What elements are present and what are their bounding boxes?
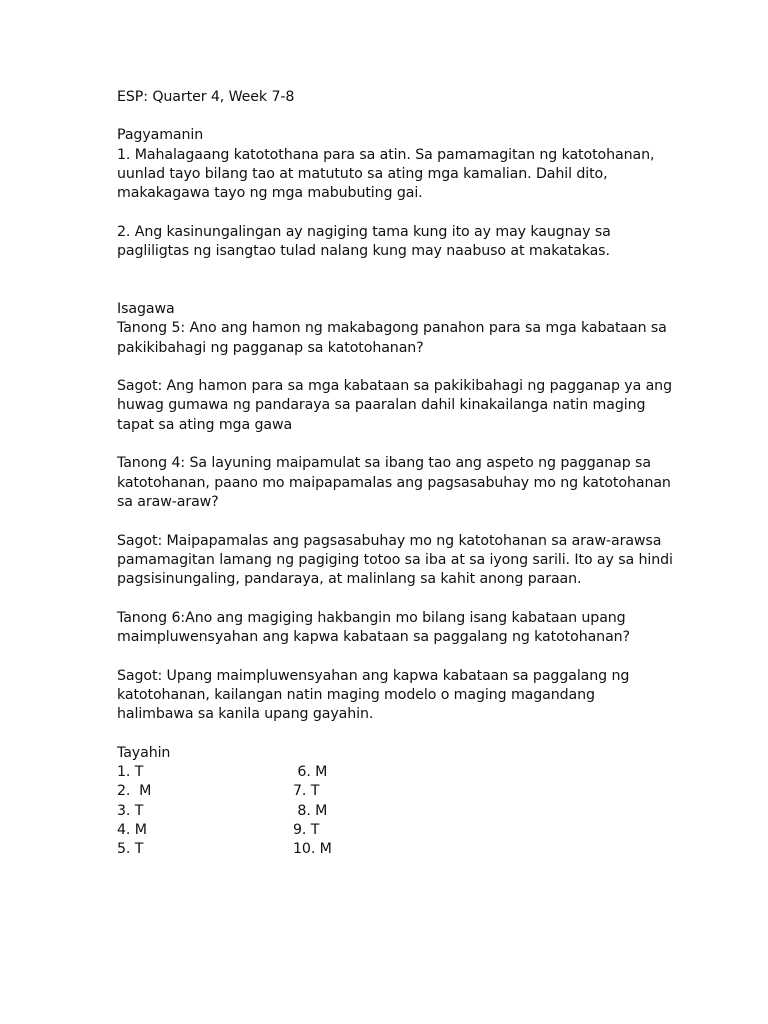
answer-item: 10. M bbox=[293, 841, 332, 858]
text-line: Tanong 6:Ano ang magiging hakbangin mo bilang isang kabataan upang bbox=[117, 609, 626, 626]
text-line: Tanong 4: Sa layuning maipamulat sa ibang tao ang aspeto ng pagganap sa bbox=[117, 455, 651, 472]
document-title: ESP: Quarter 4, Week 7-8 bbox=[117, 89, 295, 105]
answer-row bbox=[117, 782, 677, 801]
question-4 bbox=[117, 454, 677, 512]
answer-row bbox=[117, 840, 677, 859]
text-line: tapat sa ating mga gawa bbox=[117, 416, 293, 433]
text-line: 2. Ang kasinungalingan ay nagiging tama kung ito ay may kaugnay sa bbox=[117, 223, 611, 240]
text-line: Sagot: Ang hamon para sa mga kabataan sa pakikibahagi ng pagganap ya ang bbox=[117, 378, 672, 395]
section-heading-isagawa: Isagawa bbox=[117, 300, 175, 317]
text-line: huwag gumawa ng pandaraya sa paaralan dahil kinakailanga natin maging bbox=[117, 397, 646, 414]
pagyamanin-item-2 bbox=[117, 223, 677, 262]
text-line: katotohanan, paano mo maipapamalas ang pagsasabuhay mo ng katotohanan bbox=[117, 474, 671, 491]
answer-row bbox=[117, 802, 677, 821]
pagyamanin-item-1 bbox=[117, 146, 677, 204]
answer-row bbox=[117, 763, 677, 782]
text-line: 1. Mahalagaang katotothana para sa atin. Sa pamamagitan ng katotohanan, bbox=[117, 146, 655, 163]
answer-item: 8. M bbox=[293, 802, 328, 819]
text-line: halimbawa sa kanila upang gayahin. bbox=[117, 706, 374, 723]
text-line: Tanong 5: Ano ang hamon ng makabagong panahon para sa mga kabataan sa bbox=[117, 320, 667, 337]
answer-key bbox=[117, 763, 677, 859]
text-line: katotohanan, kailangan natin maging modelo o maging magandang bbox=[117, 686, 595, 703]
text-line: uunlad tayo bilang tao at matututo sa ating mga kamalian. Dahil dito, bbox=[117, 165, 608, 182]
text-line: Sagot: Upang maimpluwensyahan ang kapwa kabataan sa paggalang ng bbox=[117, 667, 630, 684]
section-heading-pagyamanin: Pagyamanin bbox=[117, 127, 204, 144]
document-page bbox=[117, 88, 677, 860]
text-line: pakikibahagi ng pagganap sa katotohanan? bbox=[117, 339, 424, 356]
answer-item: 1. T bbox=[117, 764, 144, 781]
answer-item: 6. M bbox=[293, 764, 328, 781]
text-line: pamamagitan lamang ng pagiging totoo sa iba at sa iyong sarili. Ito ay sa hindi bbox=[117, 551, 673, 568]
answer-item: 7. T bbox=[293, 783, 320, 800]
section-heading-tayahin: Tayahin bbox=[117, 744, 171, 761]
question-6 bbox=[117, 609, 677, 648]
text-line: pagliligtas ng isangtao tulad nalang kung may naabuso at makatakas. bbox=[117, 243, 610, 260]
text-line: sa araw-araw? bbox=[117, 493, 219, 510]
text-line: makakagawa tayo ng mga mabubuting gai. bbox=[117, 185, 423, 202]
answer-6 bbox=[117, 667, 677, 725]
text-line: maimpluwensyahan ang kapwa kabataan sa paggalang ng katotohanan? bbox=[117, 629, 630, 646]
text-line: Sagot: Maipapamalas ang pagsasabuhay mo ng katotohanan sa araw-arawsa bbox=[117, 532, 662, 549]
answer-item: 2. M bbox=[117, 783, 152, 800]
answer-5 bbox=[117, 377, 677, 435]
answer-item: 5. T bbox=[117, 841, 144, 858]
answer-item: 9. T bbox=[293, 821, 320, 838]
answer-item: 4. M bbox=[117, 821, 147, 838]
text-line: pagsisinungaling, pandaraya, at malinlang sa kahit anong paraan. bbox=[117, 571, 582, 588]
answer-item: 3. T bbox=[117, 802, 144, 819]
question-5 bbox=[117, 319, 677, 358]
answer-4 bbox=[117, 532, 677, 590]
answer-row bbox=[117, 821, 677, 840]
